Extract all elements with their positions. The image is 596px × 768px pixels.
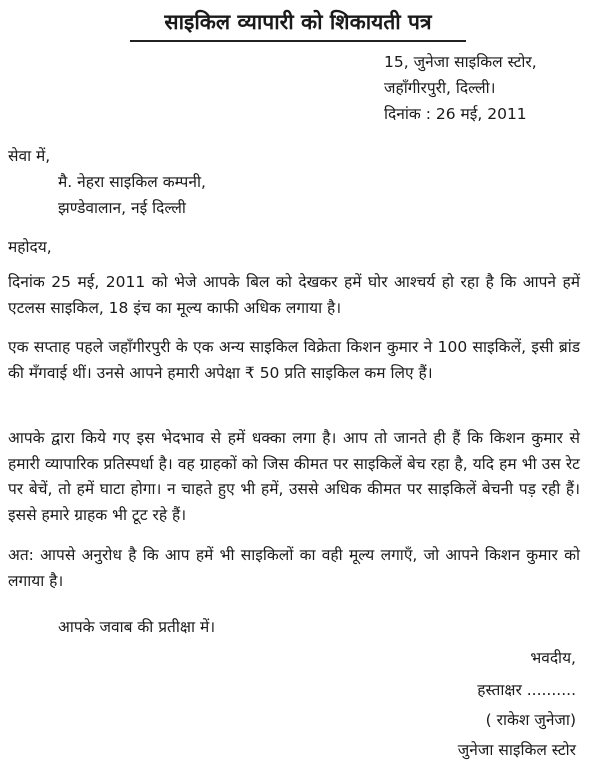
sender-firm: जुनेजा साइकिल स्टोर: [457, 741, 576, 759]
sender-address-line-1: 15, जुनेजा साइकिल स्टोर,: [384, 53, 537, 71]
signature-label: हस्ताक्षर ..........: [477, 681, 576, 699]
recipient-salutation: सेवा में,: [8, 147, 51, 165]
body-paragraph-2: एक सप्ताह पहले जहाँगीरपुरी के एक अन्य साइकिल विक्रेता किशन कुमार ने 100 साइकिलें, इसी ब्रांड की मँगवाई थीं। उनसे आपने हमारी अपेक्षा ₹ 50 प्रति साइकिल कम लिए हैं।: [8, 338, 580, 382]
sender-name: ( राकेश जुनेजा): [485, 711, 576, 729]
greeting: महोदय,: [8, 238, 52, 256]
closing-request: आपके जवाब की प्रतीक्षा में।: [58, 618, 216, 636]
letter-title: साइकिल व्यापारी को शिकायती पत्र: [164, 10, 432, 34]
valediction: भवदीय,: [530, 649, 576, 667]
title-underline: [130, 40, 466, 42]
sender-address-line-2: जहाँगीरपुरी, दिल्ली।: [384, 79, 496, 97]
recipient-line-2: झण्डेवालान, नई दिल्ली: [58, 199, 186, 217]
letter-date: दिनांक : 26 मई, 2011: [384, 105, 527, 123]
body-paragraph-1: दिनांक 25 मई, 2011 को भेजे आपके बिल को देखकर हमें घोर आश्चर्य हो रहा है कि आपने हमें एटलस साइकिल, 18 इंच का मूल्य काफी अधिक लगाया है।: [8, 273, 580, 317]
body-paragraph-4: अत: आपसे अनुरोध है कि आप हमें भी साइकिलों का वही मूल्य लगाएँ, जो आपने किशन कुमार को लगाया है।: [8, 546, 580, 590]
recipient-line-1: मै. नेहरा साइकिल कम्पनी,: [58, 173, 206, 191]
body-paragraph-3: आपके द्वारा किये गए इस भेदभाव से हमें धक्का लगा है। आप तो जानते ही हैं कि किशन कुमार से हमारी व्यापारिक प्रतिस्पर्धा है। वह ग्राहकों को जिस कीमत पर साइकिलें बेच रहा है, यदि हम भी उस रेट पर बेचें, तो हमें घाटा होगा। न चाहते हुए भी हमें, उससे अधिक कीमत पर साइकिलें बेचनी पड़ रही हैं। इससे हमारे ग्राहक भी टूट रहे हैं।: [8, 429, 580, 524]
